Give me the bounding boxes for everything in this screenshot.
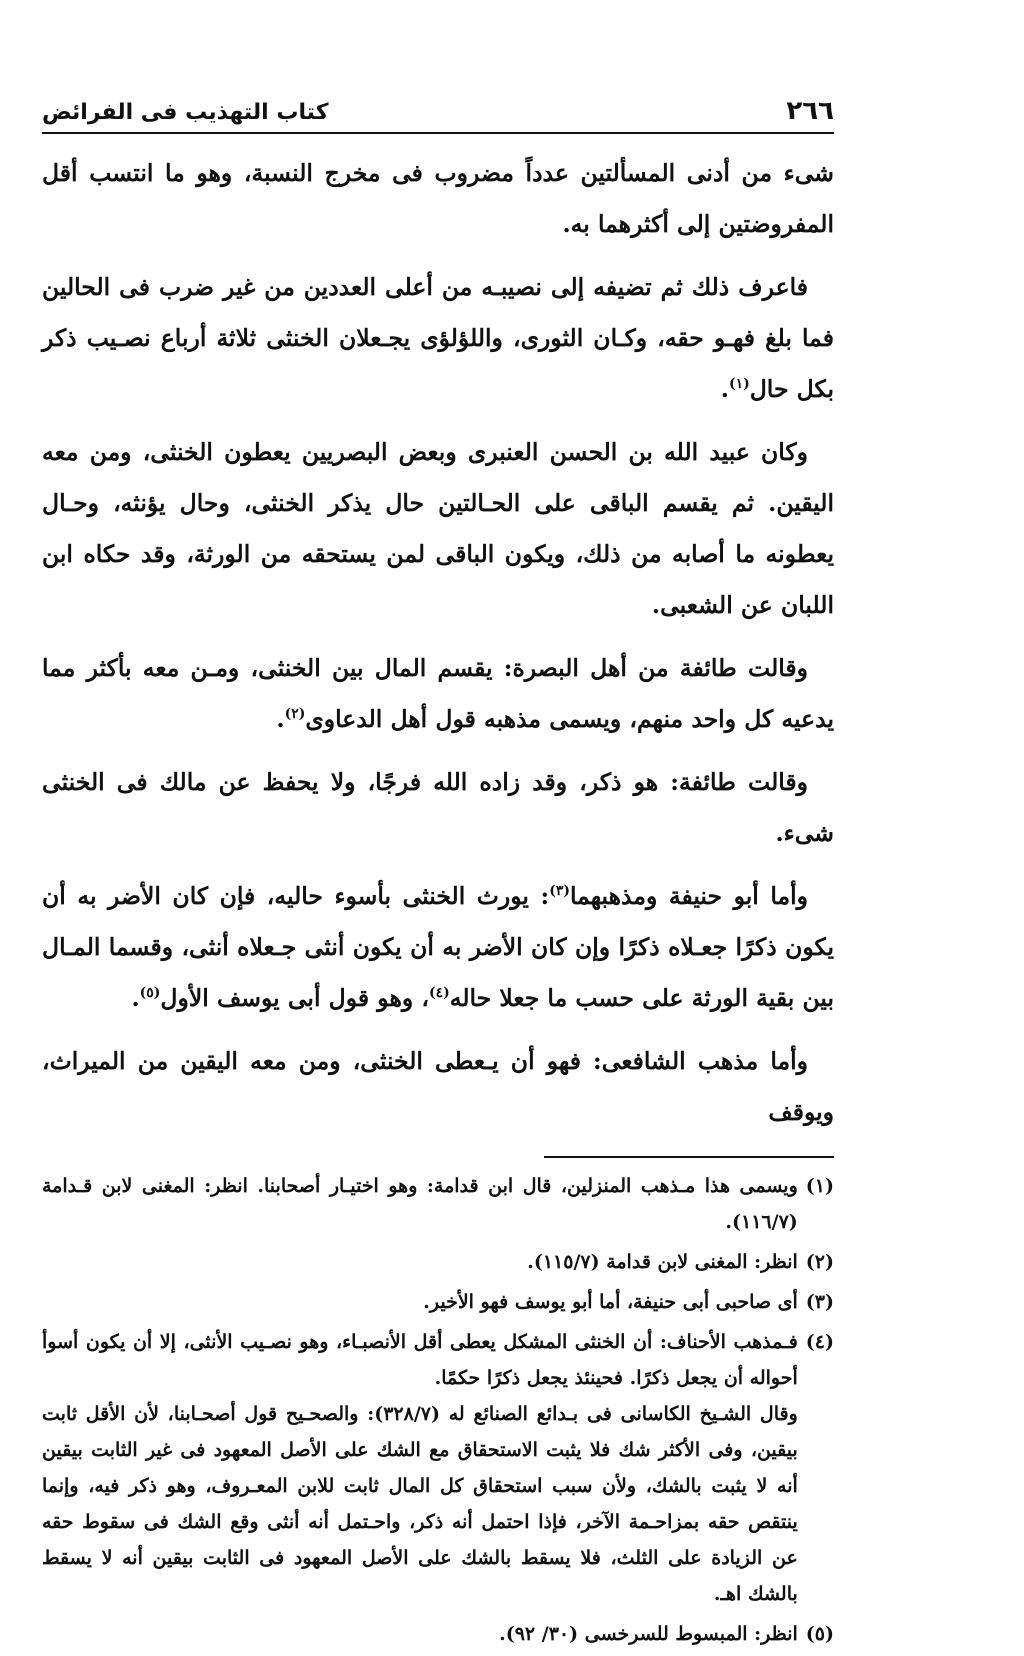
running-header xyxy=(42,96,834,134)
footnote-mark: (٣) xyxy=(805,1291,834,1313)
paragraph: وأما مذهب الشافعى: فهو أن يـعطى الخنثى، ومن معه اليقين من الميراث، ويوقف xyxy=(42,1047,834,1126)
footnote xyxy=(42,1324,834,1612)
footnote-text: فـمذهب الأحناف: أن الخنثى المشكل يعطى أقل الأنصبـاء، وهو نصـيب الأنثى، إلا أن يكون أسوأ أحواله أن يجعل ذكرًا. فحينئذ يجعل ذكرًا حكمًا. xyxy=(42,1331,798,1389)
footnote-ref[interactable]: (٢) xyxy=(284,706,306,723)
footnote xyxy=(42,1284,834,1320)
footnote-mark: (٥) xyxy=(805,1623,834,1645)
footnote-text: ويسمى هذا مـذهب المنزلين، قال ابن قدامة: وهو اختيـار أصحابنا. انظر: المغنى لابن قـدامة (١١٦/٧). xyxy=(42,1175,798,1233)
footnote-ref[interactable]: (٤) xyxy=(428,985,450,1002)
footnote xyxy=(42,1168,834,1240)
paragraph: فاعرف ذلك ثم تضيفه إلى نصيبـه من أعلى العددين من غير ضرب فى الحالين فما بلغ فهـو حقه، وكـان الثورى، واللؤلؤى يجـعلان الخنثى ثلاثة أرباع نصـيب ذكر بكل حال$^{(١)}$. xyxy=(42,273,834,403)
footnote-mark: (٤) xyxy=(805,1331,834,1353)
footnote xyxy=(42,1244,834,1280)
book-title: كتاب التهذيب فى الفرائض xyxy=(42,100,329,125)
footnote-text: انظر: المبسوط للسرخسى (٣٠/ ٩٢). xyxy=(499,1623,798,1645)
footnote-ref[interactable]: (٣) xyxy=(549,883,570,900)
paragraph: وأما أبو حنيفة ومذهبهما$^{(٣)}$: يورث الخنثى بأسوء حاليه، فإن كان الأضر به أن يكون ذكرًا جعـلاه ذكرًا وإن كان الأضر به أن يكون أنثى جـعلاه أنثى، وقسما المـال بين بقية الورثة على حسب ما جعلا حاله$^{(٤)}$، وهو قول أبى يوسف الأول$^{(٥)}$. xyxy=(42,882,834,1012)
footnote-separator xyxy=(544,1156,834,1158)
page-number: ٢٦٦ xyxy=(786,96,834,126)
page-content xyxy=(42,96,834,1656)
footnote-text: أى صاحبى أبى حنيفة، أما أبو يوسف فهو الأخير. xyxy=(423,1291,798,1313)
footnote-mark: (١) xyxy=(805,1175,834,1197)
footnote-mark: (٢) xyxy=(805,1251,834,1273)
footnote-text: انظر: المغنى لابن قدامة (١١٥/٧). xyxy=(527,1251,798,1273)
footnote xyxy=(42,1616,834,1652)
paragraph: وقالت طائفة من أهل البصرة: يقسم المال بين الخنثى، ومـن معه بأكثر مما يدعيه كل واحد منهم، ويسمى مذهبه قول أهل الدعاوى$^{(٢)}$. xyxy=(42,654,834,733)
paragraph: وقالت طائفة: هو ذكر، وقد زاده الله فرجًا، ولا يحفظ عن مالك فى الخنثى شىء. xyxy=(42,768,834,847)
footnote-ref[interactable]: (١) xyxy=(728,376,750,393)
paragraph: وكان عبيد الله بن الحسن العنبرى وبعض البصريين يعطون الخنثى، ومن معه اليقين. ثم يقسم الباقى على الحـالتين حال يذكر الخنثى، وحال يؤنثه، وحـال يعطونه ما أصابه من ذلك، ويكون الباقى لمن يستحقه من الورثة، وقد حكاه ابن اللبان عن الشعبى. xyxy=(42,438,834,619)
footnotes xyxy=(42,1168,834,1652)
footnote-ref[interactable]: (٥) xyxy=(139,985,161,1002)
paragraph: شىء من أدنى المسألتين عدداً مضروب فى مخرج النسبة، وهو ما انتسب أقل المفروضتين إلى أكثرهما به. xyxy=(42,159,834,238)
main-text xyxy=(42,148,834,1138)
footnote-text-continued: وقال الشـيخ الكاسانى فى بـدائع الصنائع له (٣٢٨/٧): والصحـيح قول أصحـابنا، لأن الأقل ثابت بيقين، وفى الأكثر شك فلا يثبت الاستحقاق مع الشك على الأصل المعهود فى غير الثابت بيقين أنه لا يثبت بالشك، ولأن سبب استحقاق كل المال ثابت للابن المعـروف، وهو ذكر فيه، وإنما ينتقص حقه بمزاحـمة الآخر، فإذا احتمل أنه ذكر، واحـتمل أنه أنثى وقع الشك فى سقوط حقه عن الزيادة على الثلث، فلا يسقط بالشك على الأصل المعهود فى الثابت بيقين أنه لا يسقط بالشك اهـ. xyxy=(42,1403,798,1605)
